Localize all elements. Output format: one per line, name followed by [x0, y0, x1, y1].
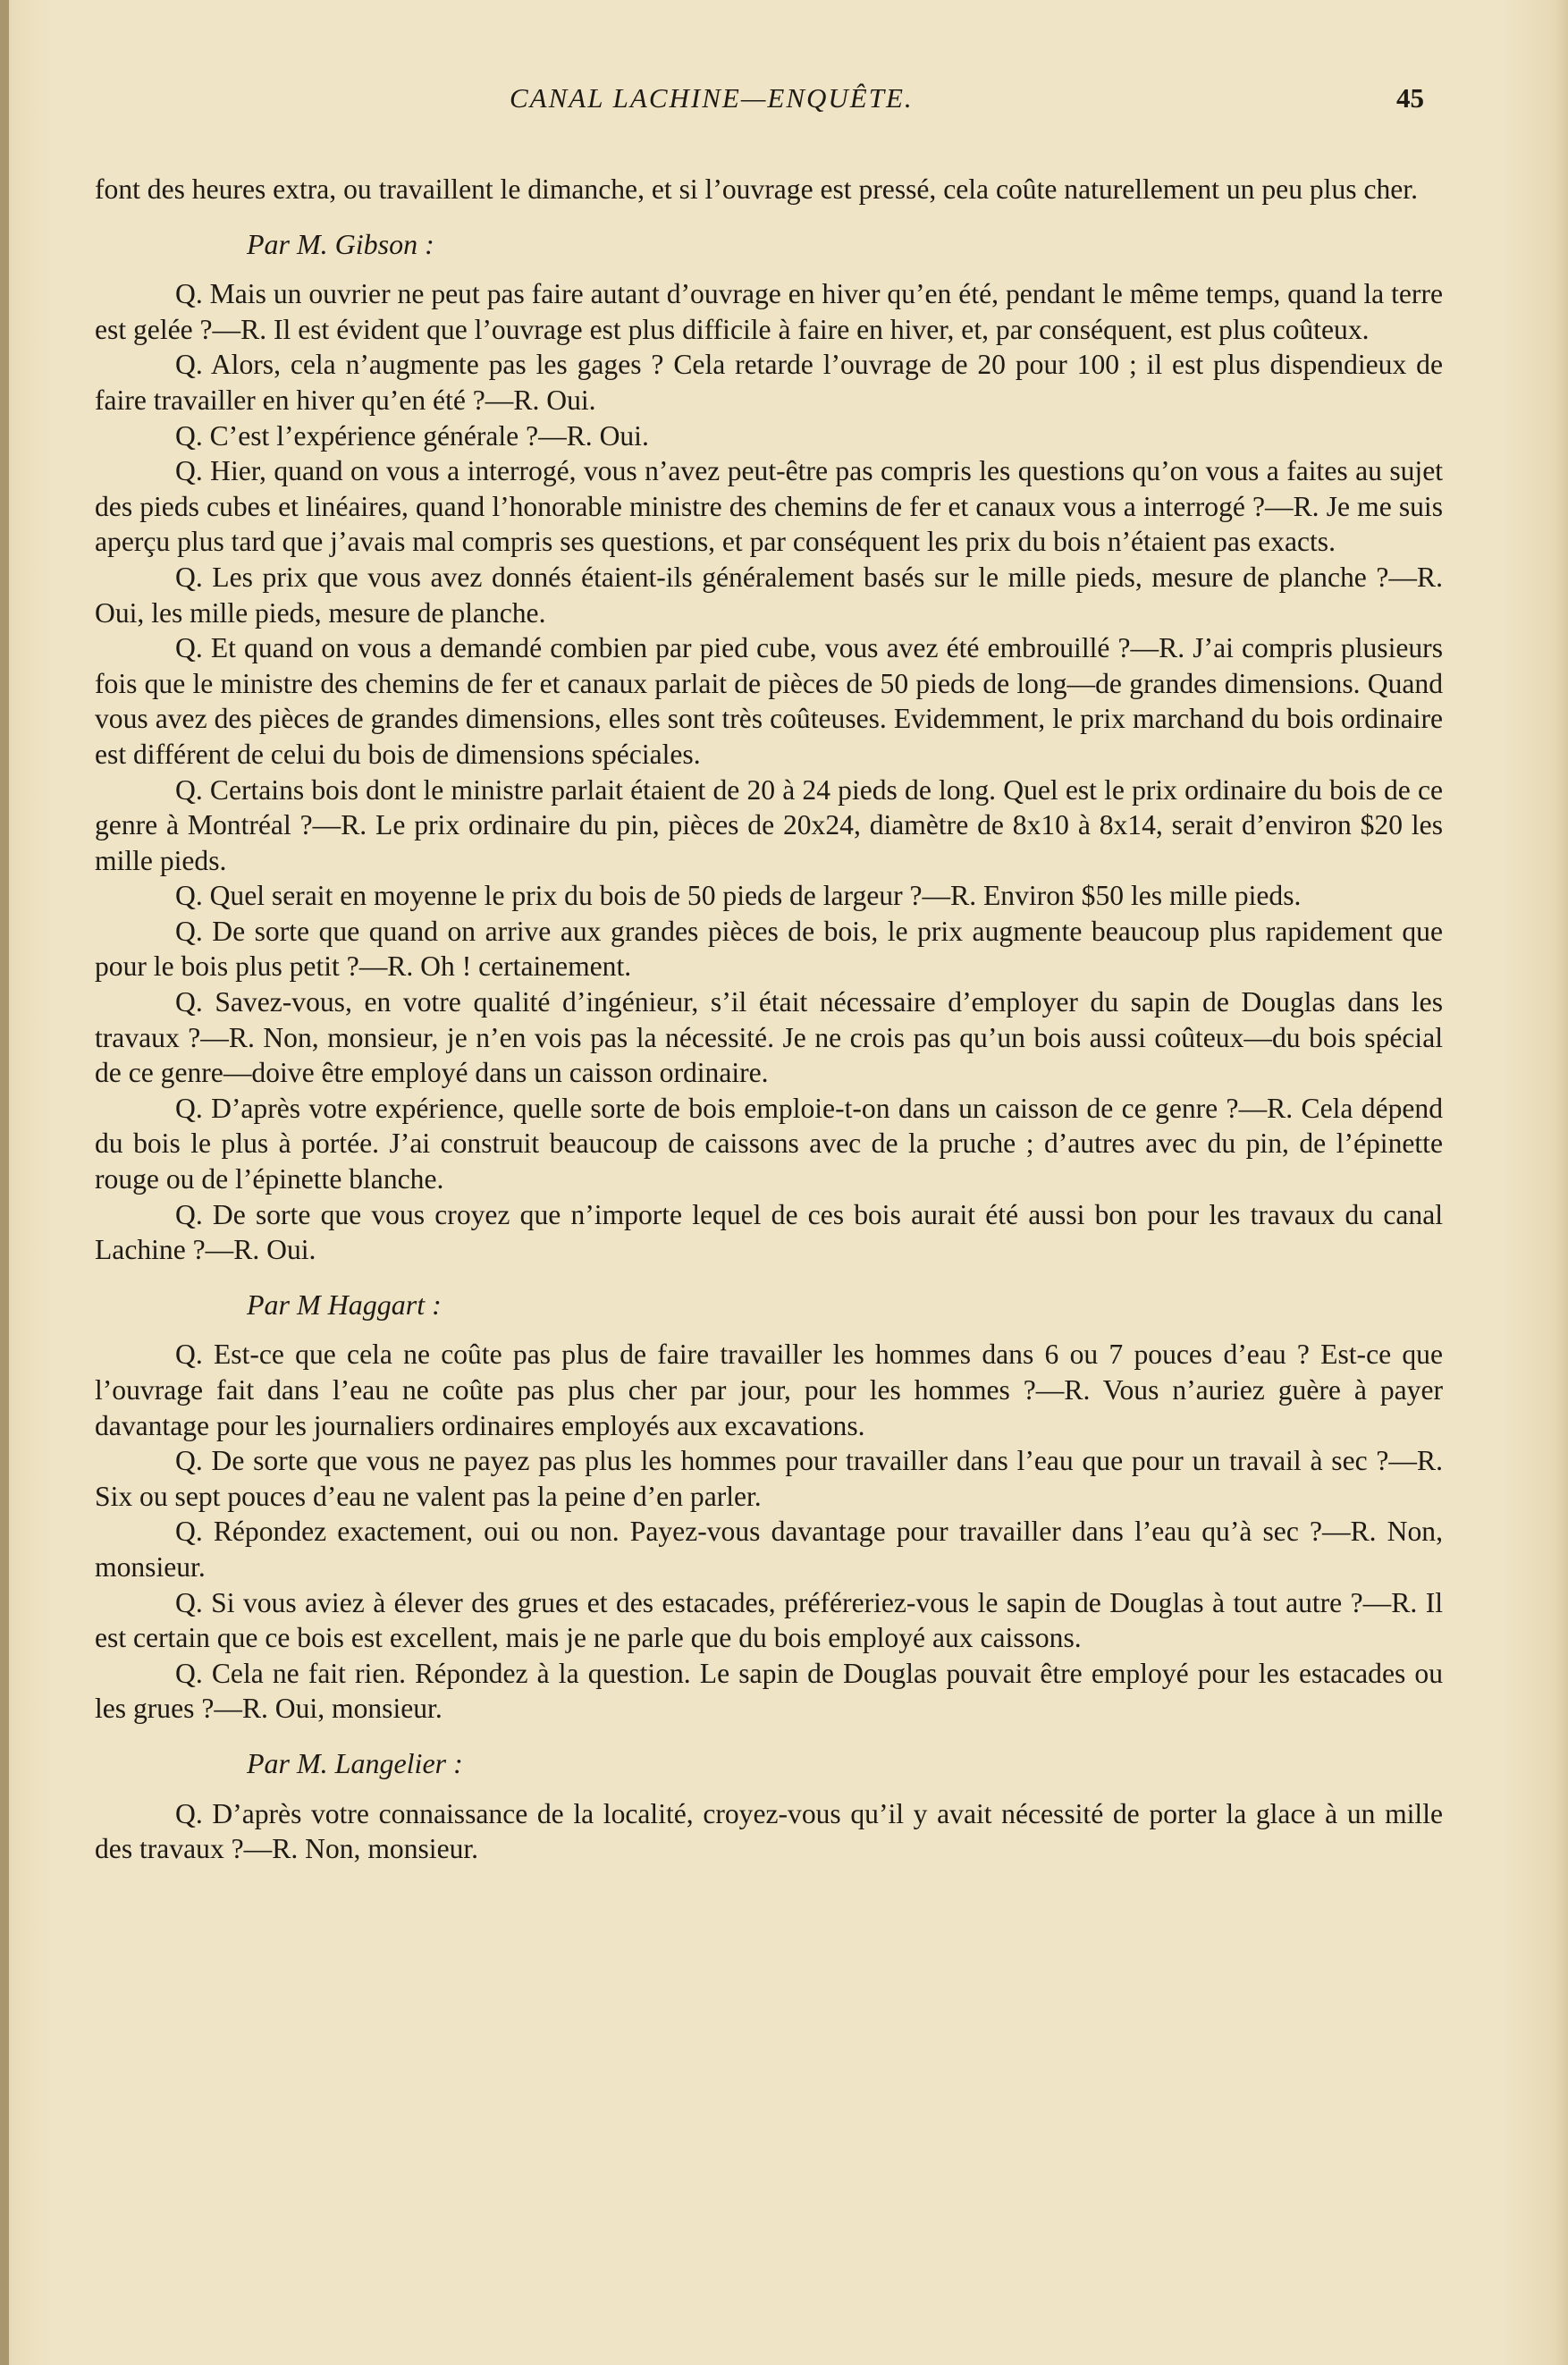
question-paragraph: Q. C’est l’expérience générale ?—R. Oui.: [175, 419, 649, 452]
question-paragraph: Q. Alors, cela n’augmente pas les gages ? Cela retarde l’ouvrage de 20 pour 100 ; il est plus dispendieux de faire travailler en hiver qu’en été ?—R. Oui.: [95, 349, 1443, 416]
question-paragraph: Q. De sorte que vous ne payez pas plus les hommes pour travailler dans l’eau que pour un travail à sec ?—R. Six ou sept pouces d’eau ne valent pas la peine d’en parler.: [95, 1445, 1443, 1512]
question-paragraph: Q. Mais un ouvrier ne peut pas faire autant d’ouvrage en hiver qu’en été, pendant le même temps, quand la terre est gelée ?—R. Il est évident que l’ouvrage est plus difficile à faire en hiver, et, par conséquent, est plus coûteux.: [95, 278, 1443, 345]
question-paragraph: Q. Savez-vous, en votre qualité d’ingénieur, s’il était nécessaire d’employer du sapin de Douglas dans les travaux ?—R. Non, monsieur, je n’en vois pas la nécessité. Je ne crois pas qu’un bois aussi coûteux—du bois spécial de ce genre—doive être employé dans un caisson ordinaire.: [95, 986, 1443, 1089]
question-paragraph: Q. Si vous aviez à élever des grues et des estacades, préféreriez-vous le sapin de Douglas à tout autre ?—R. Il est certain que ce bois est excellent, mais je ne parle que du bois employé aux caissons.: [95, 1586, 1443, 1654]
page-number: 45: [1396, 82, 1424, 114]
question-paragraph: Q. Et quand on vous a demandé combien par pied cube, vous avez été embrouillé ?—R. J’ai compris plusieurs fois que le ministre des chemins de fer et canaux parlait de pièces de 50 pieds de long—de grandes dimensions. Quand vous avez des pièces de grandes dimensions, elles sont très coûteuses. Evidemment, le prix marchand du bois ordinaire est différent de celui du bois de dimensions spéciales.: [95, 632, 1443, 770]
page-body: [95, 172, 1443, 1867]
question-paragraph: Q. Est-ce que cela ne coûte pas plus de faire travailler les hommes dans 6 ou 7 pouces d’eau ? Est-ce que l’ouvrage fait dans l’eau ne coûte pas plus cher par jour, pour les hommes ?—R. Vous n’auriez guère à payer davantage pour les journaliers ordinaires employés aux excavations.: [95, 1339, 1443, 1441]
question-paragraph: Q. D’après votre connaissance de la localité, croyez-vous qu’il y avait nécessité de porter la glace à un mille des travaux ?—R. Non, monsieur.: [95, 1797, 1443, 1865]
question-paragraph: Q. Répondez exactement, oui ou non. Payez-vous davantage pour travailler dans l’eau qu’à sec ?—R. Non, monsieur.: [95, 1516, 1443, 1583]
question-paragraph: Q. De sorte que vous croyez que n’importe lequel de ces bois aurait été aussi bon pour les travaux du canal Lachine ?—R. Oui.: [95, 1198, 1443, 1266]
question-paragraph: Q. Quel serait en moyenne le prix du bois de 50 pieds de largeur ?—R. Environ $50 les mille pieds.: [175, 880, 1302, 912]
question-paragraph: Q. Cela ne fait rien. Répondez à la question. Le sapin de Douglas pouvait être employé pour les estacades ou les grues ?—R. Oui, monsieur.: [95, 1657, 1443, 1725]
paragraph-continuation: font des heures extra, ou travaillent le dimanche, et si l’ouvrage est pressé, cela coûte naturellement un peu plus cher.: [95, 173, 1418, 205]
page-header: [0, 82, 1568, 127]
speaker-heading: Par M. Langelier :: [247, 1746, 463, 1779]
question-paragraph: Q. Certains bois dont le ministre parlait étaient de 20 à 24 pieds de long. Quel est le prix ordinaire du bois de ce genre à Montréal ?—R. Le prix ordinaire du pin, pièces de 20x24, diamètre de 8x10 à 8x14, serait d’environ $20 les mille pieds.: [95, 773, 1443, 876]
speaker-heading: Par M. Gibson :: [247, 227, 434, 260]
question-paragraph: Q. Hier, quand on vous a interrogé, vous n’avez peut-être pas compris les questions qu’on vous a faites au sujet des pieds cubes et linéaires, quand l’honorable ministre des chemins de fer et canaux vous a interrogé ?—R. Je me suis aperçu plus tard que j’avais mal compris ses questions, et par conséquent les prix du bois n’étaient pas exacts.: [95, 455, 1443, 558]
speaker-heading: Par M Haggart :: [247, 1288, 442, 1321]
question-paragraph: Q. Les prix que vous avez donnés étaient-ils généralement basés sur le mille pieds, mesure de planche ?—R. Oui, les mille pieds, mesure de planche.: [95, 561, 1443, 629]
running-title: CANAL LACHINE—ENQUÊTE.: [510, 82, 914, 114]
question-paragraph: Q. D’après votre expérience, quelle sorte de bois emploie-t-on dans un caisson de ce genre ?—R. Cela dépend du bois le plus à portée. J’ai construit beaucoup de caissons avec de la pruche ; d’autres avec du pin, de l’épinette rouge ou de l’épinette blanche.: [95, 1092, 1443, 1195]
question-paragraph: Q. De sorte que quand on arrive aux grandes pièces de bois, le prix augmente beaucoup plus rapidement que pour le bois plus petit ?—R. Oh ! certainement.: [95, 915, 1443, 983]
binding-edge: [0, 0, 9, 2365]
